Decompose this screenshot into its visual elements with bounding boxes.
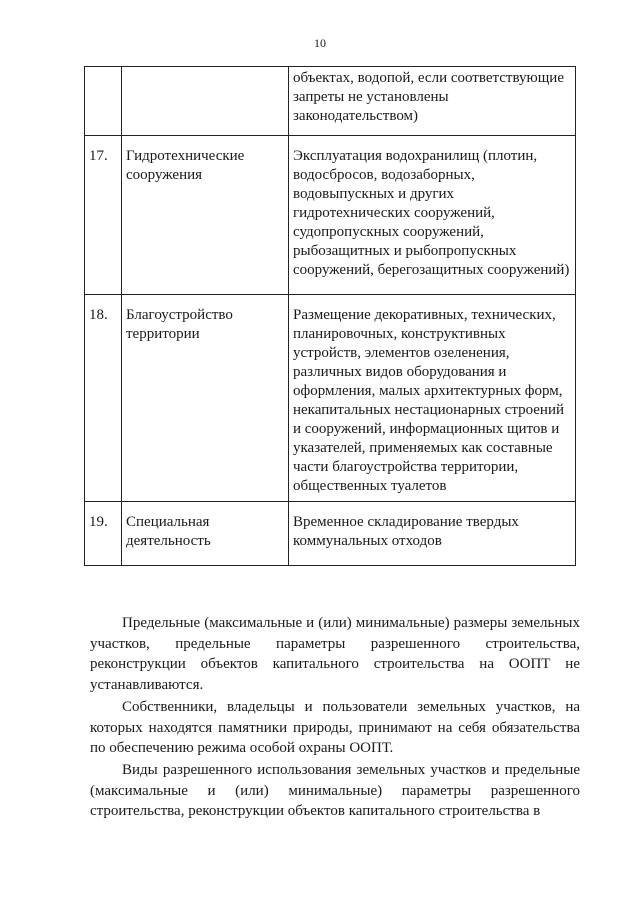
row-number: 17.: [85, 136, 122, 295]
table-row: [85, 502, 576, 566]
body-paragraph: Предельные (максимальные и (или) минимальные) размеры земельных участков, предельные параметры разрешенного строительства, реконструкции объектов капитального строительства на ООПТ не устанавливаются.: [90, 615, 580, 693]
row-description: [289, 295, 576, 502]
row-description: [289, 67, 576, 136]
row-name: Благоустройство территории: [122, 295, 289, 502]
row-name: Гидротехнические сооружения: [122, 136, 289, 295]
land-use-table: [84, 66, 576, 566]
body-paragraph: Виды разрешенного использования земельных участков и предельные (максимальные и (или) минимальные) параметры разрешенного строительства, реконструкции объектов капитального строительства в: [90, 762, 580, 819]
row-description: [289, 136, 576, 295]
body-paragraph: Собственники, владельцы и пользователи земельных участков, на которых находятся памятники природы, принимают на себя обязательства по обеспечению режима особой охраны ООПТ.: [90, 699, 580, 756]
row-number: [85, 67, 122, 136]
table-row: [85, 67, 576, 136]
row-description-text: Временное складирование твердых коммунальных отходов: [293, 514, 519, 549]
row-number: 19.: [85, 502, 122, 566]
row-description-text: объектах, водопой, если соответствующие запреты не установлены законодательством): [293, 70, 564, 124]
table-row: [85, 136, 576, 295]
row-name: [122, 67, 289, 136]
row-name: Специальная деятельность: [122, 502, 289, 566]
row-description-text: Эксплуатация водохранилищ (плотин, водосбросов, водозаборных, водовыпускных и других гидротехнических сооружений, судопропускных сооружений, рыбозащитных и рыбопропускных сооружений, берегозащитных сооружений): [293, 148, 570, 278]
row-description-text: Размещение декоративных, технических, планировочных, конструктивных устройств, элементов озеленения, различных видов оборудования и оформления, малых архитектурных форм, некапитальных нестационарных строений и сооружений, информационных щитов и указателей, применяемых как составные части благоустройства территории, общественных туалетов: [293, 307, 564, 494]
row-description: [289, 502, 576, 566]
page-number: 10: [314, 36, 326, 50]
row-number: 18.: [85, 295, 122, 502]
table-row: [85, 295, 576, 502]
